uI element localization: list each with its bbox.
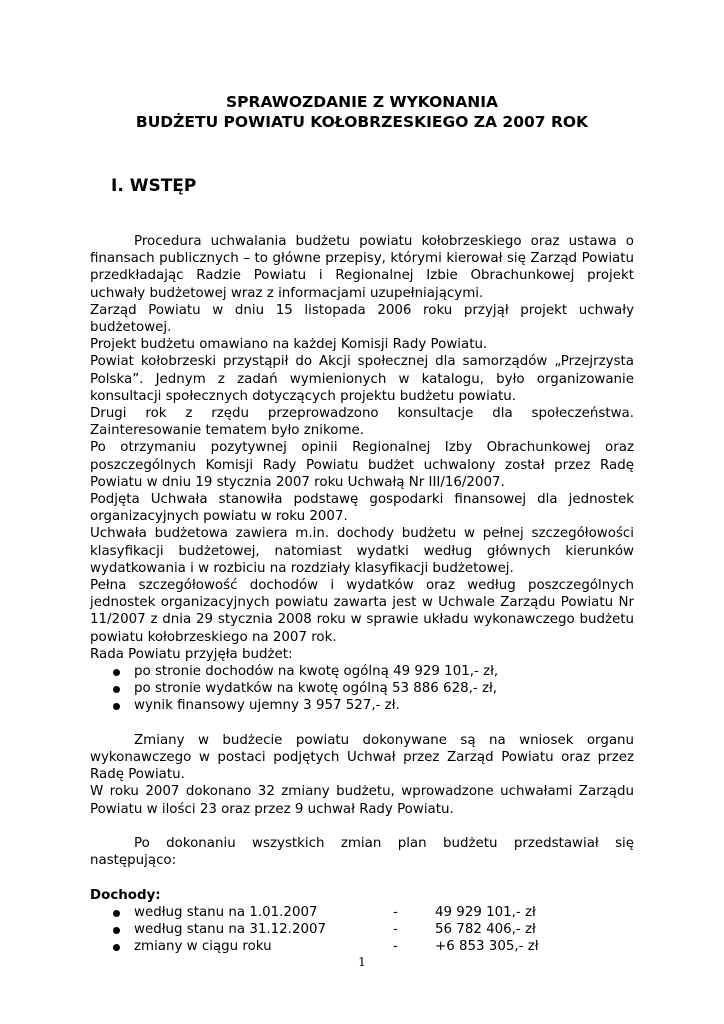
bullet-icon <box>113 944 120 951</box>
income-heading: Dochody: <box>90 887 161 903</box>
income-row-label: zmiany w ciągu roku <box>134 939 272 955</box>
paragraph: Uchwała budżetowa zawiera m.in. dochody budżetu w pełnej szczegółowości klasyfikacji budżetowej, natomiast wydatki według głównych kierunków wydatkowania i w rozbiciu na rozdziały klasyfikacji budżetowej. <box>90 526 634 576</box>
bullet-icon <box>113 910 120 917</box>
paragraph: Podjęta Uchwała stanowiła podstawę gospodarki finansowej dla jednostek organizacyjnych powiatu w roku 2007. <box>90 492 634 525</box>
paragraph: Projekt budżetu omawiano na każdej Komisji Rady Powiatu. <box>90 337 488 353</box>
income-row-dash: - <box>393 939 398 955</box>
income-row-label: według stanu na 31.12.2007 <box>134 922 327 938</box>
paragraph: Po dokonaniu wszystkich zmian plan budżetu przedstawiał się następująco: <box>90 836 634 869</box>
paragraph: Zmiany w budżecie powiatu dokonywane są na wniosek organu wykonawczego w postaci podjętych Uchwał przez Zarząd Powiatu oraz przez Radę Powiatu. <box>90 732 634 783</box>
income-row-dash: - <box>393 922 398 938</box>
paragraph: W roku 2007 dokonano 32 zmiany budżetu, wprowadzone uchwałami Zarządu Powiatu w ilości 23 oraz przez 9 uchwał Rady Powiatu. <box>90 784 634 817</box>
income-row <box>90 921 634 938</box>
bullet-icon <box>113 927 120 934</box>
bullet-icon <box>113 669 120 676</box>
list-item <box>90 680 634 697</box>
bullet-icon <box>113 686 120 693</box>
page-number: 1 <box>358 955 366 969</box>
document-body <box>90 233 634 955</box>
paragraph: Powiat kołobrzeski przystąpił do Akcji społecznej dla samorządów „Przejrzysta Polska”. Jednym z zadań wymienionych w katalogu, było organizowanie konsultacji społecznych dotyczących projektu budżetu powiatu. <box>90 354 634 404</box>
income-row <box>90 904 634 921</box>
document-title-line-1: SPRAWOZDANIE Z WYKONANIA <box>225 93 498 111</box>
list-item-text: po stronie dochodów na kwotę ogólną 49 929 101,- zł, <box>134 664 499 680</box>
income-row-label: według stanu na 1.01.2007 <box>134 904 318 920</box>
paragraph: Po otrzymaniu pozytywnej opinii Regionalnej Izby Obrachunkowej oraz poszczególnych Komisji Rady Powiatu budżet uchwalony został przez Radę Powiatu w dniu 19 stycznia 2007 roku Uchwałą Nr III/16/2007. <box>90 440 634 490</box>
paragraph: Pełna szczegółowość dochodów i wydatków oraz według poszczególnych jednostek organizacyjnych powiatu zawarta jest w Uchwale Zarządu Powiatu Nr 11/2007 z dnia 29 stycznia 2008 roku w sprawie układu wykonawczego budżetu powiatu kołobrzeskiego na 2007 rok. <box>90 578 634 645</box>
list-item-text: wynik finansowy ujemny 3 957 527,- zł. <box>134 698 400 714</box>
income-row-amount: 56 782 406,- zł <box>435 922 536 938</box>
section-heading: I. WSTĘP <box>111 176 197 196</box>
budget-list <box>90 663 634 715</box>
list-item <box>90 697 634 714</box>
bullet-icon <box>113 703 120 710</box>
income-row-amount: 49 929 101,- zł <box>435 904 536 920</box>
document-title-line-2: BUDŻETU POWIATU KOŁOBRZESKIEGO ZA 2007 ROK <box>135 113 589 131</box>
paragraph: Rada Powiatu przyjęła budżet: <box>90 646 293 662</box>
paragraph: Zarząd Powiatu w dniu 15 listopada 2006 roku przyjął projekt uchwały budżetowej. <box>90 302 634 336</box>
income-row <box>90 938 634 955</box>
income-row-dash: - <box>393 904 398 920</box>
list-item-text: po stronie wydatków na kwotę ogólną 53 886 628,- zł, <box>134 681 498 697</box>
list-item <box>90 663 634 680</box>
paragraph: Procedura uchwalania budżetu powiatu kołobrzeskiego oraz ustawa o finansach publicznych – to główne przepisy, którymi kierował się Zarząd Powiatu przedkładając Radzie Powiatu i Regionalnej Izbie Obrachunkowej projekt uchwały budżetowej wraz z informacjami uzupełniającymi. <box>90 234 634 301</box>
income-row-amount: +6 853 305,- zł <box>435 939 539 955</box>
paragraph: Drugi rok z rzędu przeprowadzono konsultacje dla społeczeństwa. Zainteresowanie tematem było znikome. <box>90 406 634 439</box>
